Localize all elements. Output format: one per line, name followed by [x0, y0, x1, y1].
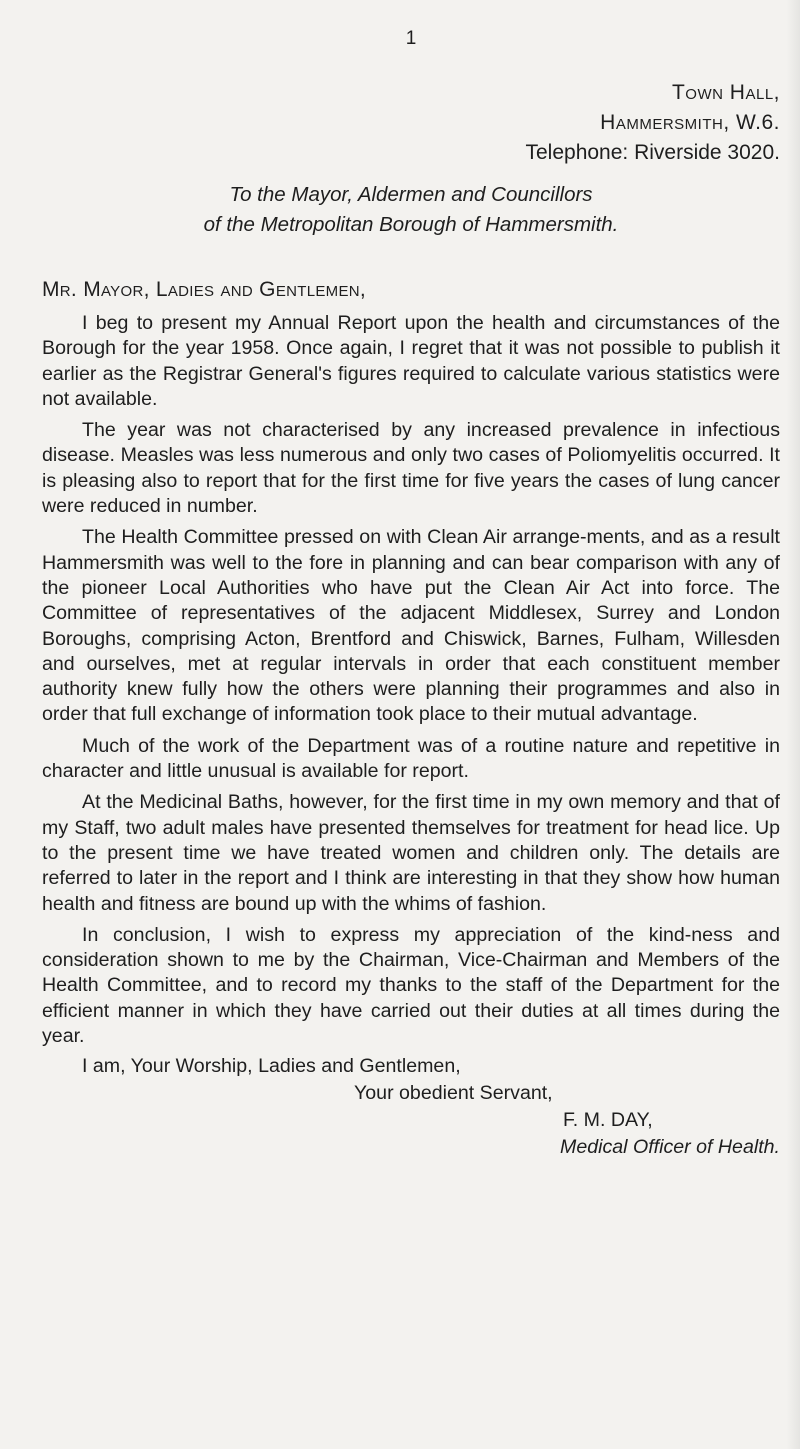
- closing-line: I am, Your Worship, Ladies and Gentlemen,: [82, 1055, 461, 1078]
- telephone-line: Telephone: Riverside 3020.: [525, 141, 780, 164]
- salutation: Mr. Mayor, Ladies and Gentlemen,: [42, 278, 367, 301]
- paragraph-conclusion: In conclusion, I wish to express my appreciation of the kind-ness and consideration shown to me by the Chairman, Vice-Chairman and Members of the Health Committee, and to record my thanks to the staff of the Department for the efficient manner in which they have carried out their duties at all times during the year.: [42, 923, 780, 1048]
- addressee-block: [42, 180, 780, 240]
- addressee-line-2: of the Metropolitan Borough of Hammersmith.: [203, 213, 619, 236]
- signatory-title: Medical Officer of Health.: [560, 1136, 780, 1159]
- page-number: 1: [405, 28, 417, 49]
- report-page: [42, 28, 780, 1161]
- valediction: Your obedient Servant,: [354, 1082, 553, 1105]
- paragraph-intro: I beg to present my Annual Report upon the health and circumstances of the Borough for the year 1958. Once again, I regret that it was not possible to publish it earlier as the Registrar General's figures required to calculate various statistics were not available.: [42, 312, 780, 410]
- paragraph-medicinal-baths: At the Medicinal Baths, however, for the first time in my own memory and that of my Staff, two adult males have presented themselves for treatment for head lice. Up to the present time we have treated women and children only. The details are referred to later in the report and I think are interesting in that they show how human health and fitness are bound up with the whims of fashion.: [42, 791, 780, 915]
- page-edge-shadow: [786, 0, 800, 1449]
- signatory-name: F. M. DAY,: [563, 1109, 653, 1132]
- address-line-1: Town Hall,: [671, 81, 780, 104]
- paragraph-clean-air: The Health Committee pressed on with Clean Air arrange-ments, and as a result Hammersmith was well to the fore in planning and can bear comparison with any of the pioneer Local Authorities who have put the Clean Air Act into force. The Committee of representatives of the adjacent Middlesex, Surrey and London Boroughs, comprising Acton, Brentford and Chiswick, Barnes, Fulham, Willesden and ourselves, met at regular intervals in order that each constituent member authority knew fully how the others were planning their programmes and also in order that full exchange of information took place to their mutual advantage.: [42, 526, 780, 726]
- address-block: [42, 78, 780, 168]
- paragraph-infectious-disease: The year was not characterised by any increased prevalence in infectious disease. Measles was less numerous and only two cases of Poliomyelitis occurred. It is pleasing also to report that for the first time for five years the cases of lung cancer were reduced in number.: [42, 419, 780, 518]
- addressee-line-1: To the Mayor, Aldermen and Councillors: [229, 183, 593, 206]
- paragraph-routine-work: Much of the work of the Department was of a routine nature and repetitive in character and little unusual is available for report.: [42, 734, 780, 783]
- address-line-2: Hammersmith, W.6.: [600, 111, 780, 134]
